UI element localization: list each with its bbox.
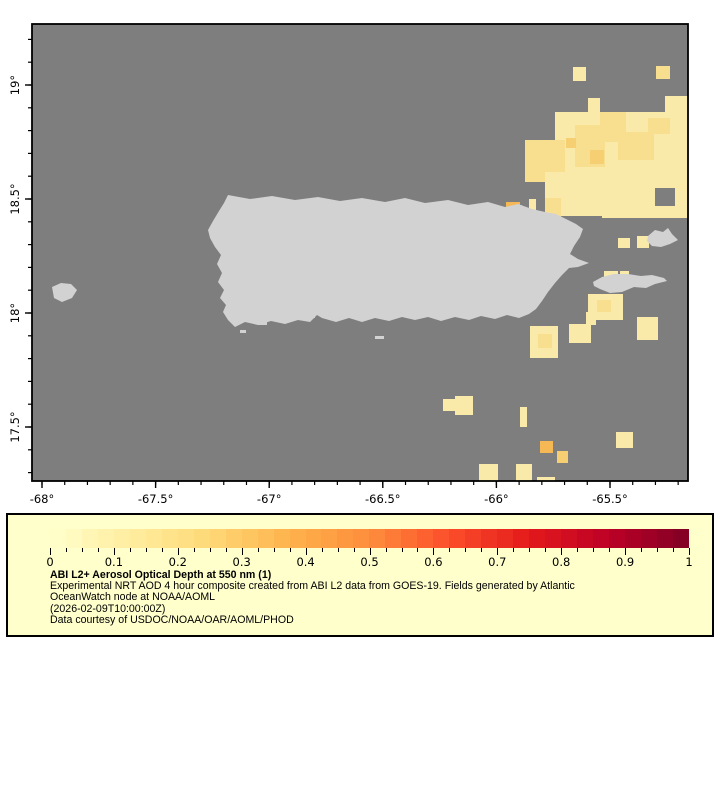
lon-tick-label: -66° — [484, 492, 509, 506]
colorbar-label: 0.4 — [296, 555, 315, 569]
lat-tick-label: 19° — [8, 74, 22, 96]
colorbar-label: 0.6 — [424, 555, 443, 569]
lon-tick-label: -67.5° — [137, 492, 174, 506]
lon-tick-label: -67° — [256, 492, 282, 506]
lon-tick-label: -68° — [29, 492, 55, 506]
colorbar-label: 0.5 — [360, 555, 379, 569]
colorbar-label: 0 — [46, 555, 54, 569]
colorbar-label: 0.2 — [168, 555, 187, 569]
colorbar-labels — [46, 555, 693, 570]
legend-line-2: OceanWatch node at NOAA/AOML — [50, 591, 216, 604]
lat-tick-label: 18.5° — [8, 183, 22, 215]
colorbar-label: 0.9 — [615, 555, 635, 569]
legend-title: ABI L2+ Aerosol Optical Depth at 550 nm (1) — [50, 569, 272, 581]
legend-panel — [6, 513, 714, 637]
legend-line-3: (2026-02-09T10:00:00Z) — [50, 602, 166, 615]
legend-text-block — [50, 570, 700, 626]
latitude-axis — [8, 39, 32, 472]
colorbar-label: 0.1 — [104, 555, 124, 569]
longitude-axis — [30, 481, 678, 506]
colorbar-label: 0.7 — [488, 555, 507, 569]
colorbar-gradient — [50, 529, 689, 548]
lat-tick-label: 17.5° — [8, 411, 22, 443]
legend-line-1: Experimental NRT AOD 4 hour composite created from ABI L2 data from GOES-19. Fields generated by Atlantic — [50, 580, 575, 593]
lon-tick-label: -65.5° — [592, 492, 628, 506]
puerto-rico-island — [208, 195, 589, 327]
legend-line-4: Data courtesy of USDOC/NOAA/OAR/AOML/PHOD — [50, 613, 294, 626]
colorbar-label: 0.8 — [552, 555, 571, 569]
colorbar-label: 1 — [685, 555, 693, 569]
lat-tick-label: 18° — [8, 302, 22, 324]
lon-tick-label: -66.5° — [365, 492, 401, 506]
colorbar-label: 0.3 — [232, 555, 251, 569]
